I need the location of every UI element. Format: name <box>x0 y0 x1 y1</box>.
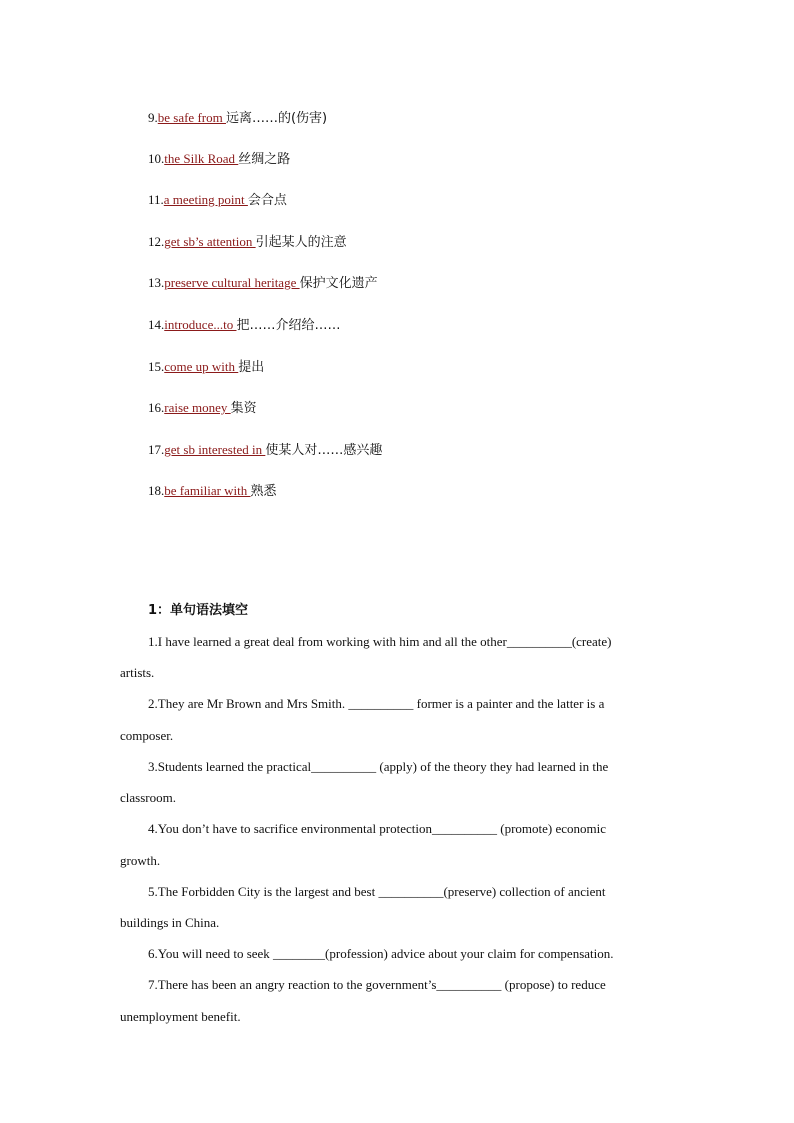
phrase-number: 12. <box>148 234 165 249</box>
phrase-item <box>148 192 287 209</box>
phrase-item <box>148 151 290 168</box>
phrase-chinese: 丝绸之路 <box>238 152 291 167</box>
phrase-chinese: 使某人对……感兴趣 <box>265 443 383 458</box>
phrase-item <box>148 400 257 417</box>
phrase-item <box>148 110 327 127</box>
exercise-line: 4.You don’t have to sacrifice environmental protection__________ (promote) economic <box>148 821 607 836</box>
exercise-line: 2.They are Mr Brown and Mrs Smith. __________ former is a painter and the latter is a <box>148 696 605 711</box>
phrase-number: 16. <box>148 400 165 415</box>
phrase-number: 13. <box>148 275 165 290</box>
phrase-number: 14. <box>148 317 165 332</box>
phrase-item <box>148 483 277 500</box>
exercise-line-continued: buildings in China. <box>120 915 220 930</box>
phrase-english: get sb interested in <box>164 442 266 457</box>
phrase-chinese: 熟悉 <box>250 484 277 499</box>
exercise-line-continued: unemployment benefit. <box>120 1009 241 1024</box>
exercise-line-continued: composer. <box>120 728 174 743</box>
phrase-english: raise money <box>164 400 231 415</box>
phrase-number: 18. <box>148 483 165 498</box>
phrase-item <box>148 234 347 251</box>
phrase-english: introduce...to <box>164 317 237 332</box>
exercise-line-continued: artists. <box>120 665 155 680</box>
phrase-english: preserve cultural heritage <box>164 275 300 290</box>
phrase-number: 15. <box>148 359 165 374</box>
phrase-number: 9. <box>148 110 158 125</box>
phrase-item <box>148 442 382 459</box>
phrase-chinese: 把……介绍给…… <box>236 318 341 333</box>
phrase-english: be safe from <box>157 110 226 125</box>
phrase-number: 11. <box>148 192 164 207</box>
exercise-line: 3.Students learned the practical__________ (apply) of the theory they had learned in the <box>148 759 609 774</box>
exercise-line: 6.You will need to seek ________(profession) advice about your claim for compensation. <box>148 946 614 961</box>
exercise-line-continued: classroom. <box>120 790 176 805</box>
phrase-chinese: 提出 <box>238 360 265 375</box>
phrase-english: a meeting point <box>163 192 248 207</box>
phrase-number: 17. <box>148 442 165 457</box>
phrase-item <box>148 275 378 292</box>
phrase-chinese: 引起某人的注意 <box>255 235 347 250</box>
phrase-english: get sb’s attention <box>164 234 256 249</box>
phrase-chinese: 会合点 <box>247 193 287 208</box>
section-title: 1：单句语法填空 <box>148 603 249 618</box>
phrase-chinese: 远离……的(伤害) <box>225 111 328 126</box>
phrase-english: the Silk Road <box>164 151 239 166</box>
exercise-line: 5.The Forbidden City is the largest and best __________(preserve) collection of ancient <box>148 884 606 899</box>
phrase-english: be familiar with <box>164 483 251 498</box>
phrase-chinese: 集资 <box>230 401 257 416</box>
phrase-chinese: 保护文化遗产 <box>299 276 378 291</box>
phrase-english: come up with <box>164 359 239 374</box>
exercise-line: 1.I have learned a great deal from working with him and all the other__________(create) <box>148 634 612 649</box>
exercise-line: 7.There has been an angry reaction to the government’s__________ (propose) to reduce <box>148 977 606 992</box>
phrase-item <box>148 317 340 334</box>
phrase-item <box>148 359 264 376</box>
phrase-number: 10. <box>148 151 165 166</box>
exercise-line-continued: growth. <box>120 853 161 868</box>
